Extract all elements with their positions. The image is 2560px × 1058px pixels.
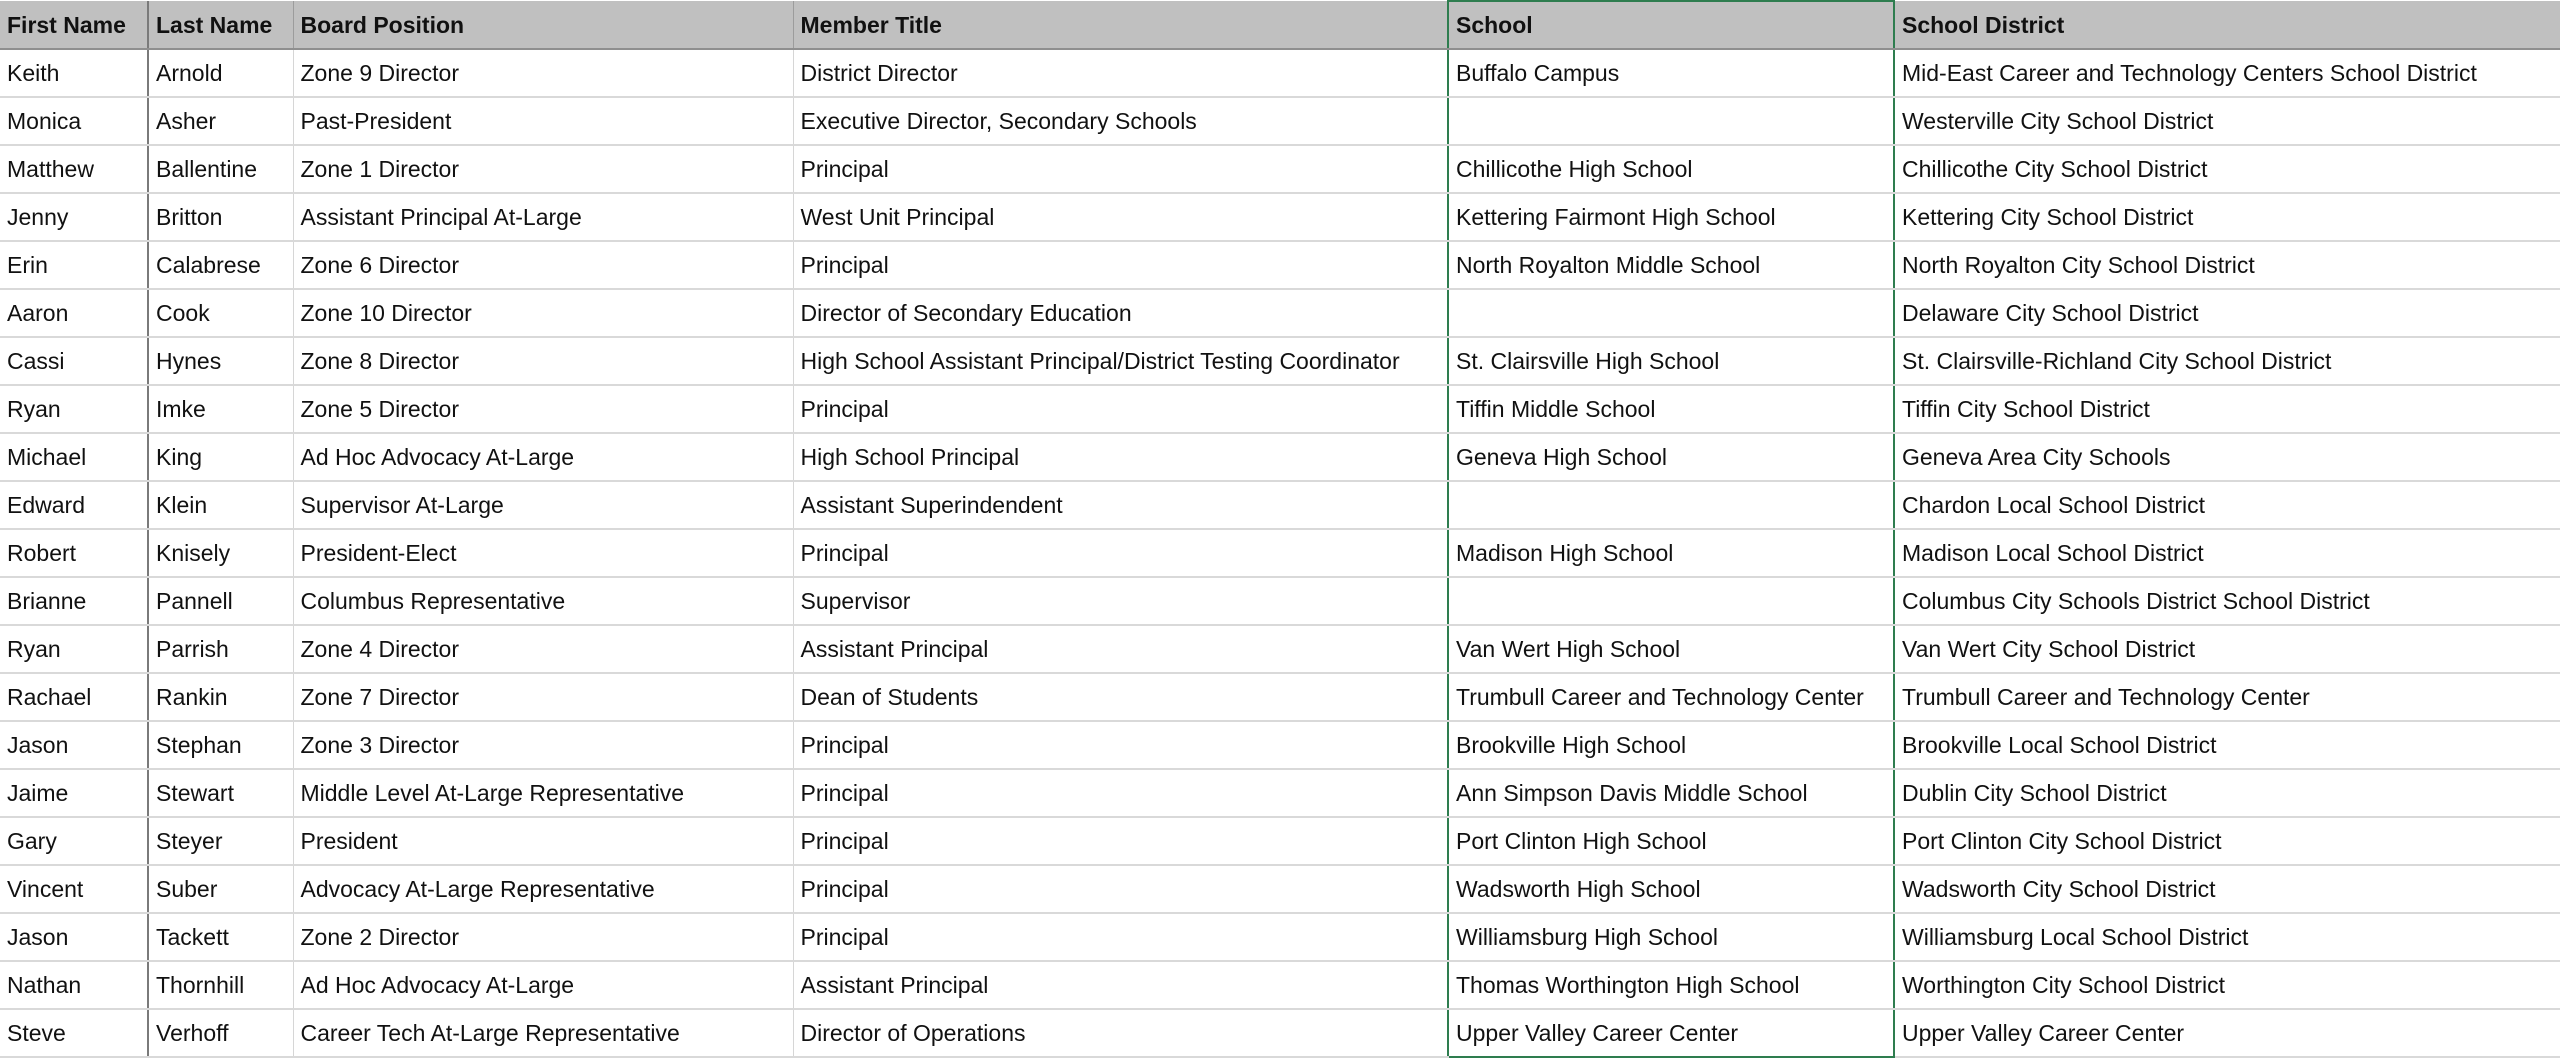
last-name-cell[interactable]: Asher [148,97,293,145]
school-cell[interactable]: Tiffin Middle School [1448,385,1894,433]
table-row [0,289,2560,337]
first-name-cell[interactable]: Edward [0,481,148,529]
table-row [0,721,2560,769]
school-district-cell[interactable]: Westerville City School District [1894,97,2560,145]
table-row [0,913,2560,961]
first-name-cell[interactable]: Jason [0,721,148,769]
board-position-cell[interactable]: Zone 3 Director [293,721,793,769]
first-name-cell[interactable]: Rachael [0,673,148,721]
member-title-cell[interactable]: Principal [793,769,1448,817]
member-title-cell[interactable]: Principal [793,721,1448,769]
member-title-cell[interactable]: West Unit Principal [793,193,1448,241]
first-name-cell[interactable]: Erin [0,241,148,289]
member-title-cell[interactable]: Supervisor [793,577,1448,625]
school-cell[interactable]: Williamsburg High School [1448,913,1894,961]
first-name-cell[interactable]: Monica [0,97,148,145]
school-district-cell[interactable]: Chardon Local School District [1894,481,2560,529]
board-position-cell[interactable]: Ad Hoc Advocacy At-Large [293,433,793,481]
board-position-cell[interactable]: Ad Hoc Advocacy At-Large [293,961,793,1009]
board-position-cell[interactable]: Zone 8 Director [293,337,793,385]
table-row [0,385,2560,433]
last-name-cell[interactable]: Imke [148,385,293,433]
school-cell[interactable]: Kettering Fairmont High School [1448,193,1894,241]
last-name-cell[interactable]: Ballentine [148,145,293,193]
school-district-cell[interactable]: Geneva Area City Schools [1894,433,2560,481]
member-title-cell[interactable]: High School Principal [793,433,1448,481]
last-name-cell[interactable]: Steyer [148,817,293,865]
column-header-school[interactable]: School [1448,1,1894,49]
school-cell[interactable]: Port Clinton High School [1448,817,1894,865]
table-row [0,241,2560,289]
member-title-cell[interactable]: Principal [793,145,1448,193]
school-district-cell[interactable]: Tiffin City School District [1894,385,2560,433]
board-position-cell[interactable]: Assistant Principal At-Large [293,193,793,241]
school-district-cell[interactable]: Dublin City School District [1894,769,2560,817]
school-cell[interactable]: Van Wert High School [1448,625,1894,673]
member-title-cell[interactable]: District Director [793,49,1448,97]
first-name-cell[interactable]: Robert [0,529,148,577]
table-row [0,817,2560,865]
last-name-cell[interactable]: Calabrese [148,241,293,289]
school-district-cell[interactable]: Williamsburg Local School District [1894,913,2560,961]
board-position-cell[interactable]: Supervisor At-Large [293,481,793,529]
member-title-cell[interactable]: Principal [793,241,1448,289]
table-row [0,529,2560,577]
column-header-member-title[interactable]: Member Title [793,1,1448,49]
school-district-cell[interactable]: Chillicothe City School District [1894,145,2560,193]
school-district-cell[interactable]: Madison Local School District [1894,529,2560,577]
member-title-cell[interactable]: Principal [793,817,1448,865]
board-position-cell[interactable]: Zone 2 Director [293,913,793,961]
table-body [0,49,2560,1057]
table-row [0,625,2560,673]
first-name-cell[interactable]: Ryan [0,625,148,673]
school-cell[interactable]: Thomas Worthington High School [1448,961,1894,1009]
first-name-cell[interactable]: Matthew [0,145,148,193]
table-row [0,337,2560,385]
board-position-cell[interactable]: Columbus Representative [293,577,793,625]
school-district-cell[interactable]: Kettering City School District [1894,193,2560,241]
board-position-cell[interactable]: Zone 1 Director [293,145,793,193]
school-cell[interactable]: North Royalton Middle School [1448,241,1894,289]
board-position-cell[interactable]: Past-President [293,97,793,145]
school-district-cell[interactable]: Van Wert City School District [1894,625,2560,673]
board-position-cell[interactable]: President [293,817,793,865]
column-header-last-name[interactable]: Last Name [148,1,293,49]
first-name-cell[interactable]: Jenny [0,193,148,241]
first-name-cell[interactable]: Ryan [0,385,148,433]
first-name-cell[interactable]: Gary [0,817,148,865]
school-cell[interactable]: Ann Simpson Davis Middle School [1448,769,1894,817]
school-district-cell[interactable]: North Royalton City School District [1894,241,2560,289]
table-row [0,769,2560,817]
first-name-cell[interactable]: Vincent [0,865,148,913]
table-row [0,481,2560,529]
last-name-cell[interactable]: Verhoff [148,1009,293,1057]
table-row [0,193,2560,241]
board-position-cell[interactable]: Middle Level At-Large Representative [293,769,793,817]
last-name-cell[interactable]: King [148,433,293,481]
board-position-cell[interactable]: Zone 9 Director [293,49,793,97]
last-name-cell[interactable]: Knisely [148,529,293,577]
last-name-cell[interactable]: Pannell [148,577,293,625]
board-position-cell[interactable]: Zone 6 Director [293,241,793,289]
member-title-cell[interactable]: Assistant Superindendent [793,481,1448,529]
member-title-cell[interactable]: Principal [793,385,1448,433]
table-row [0,865,2560,913]
school-cell[interactable]: Geneva High School [1448,433,1894,481]
school-district-cell[interactable]: Mid-East Career and Technology Centers School District [1894,49,2560,97]
last-name-cell[interactable]: Stephan [148,721,293,769]
last-name-cell[interactable]: Britton [148,193,293,241]
column-header-first-name[interactable]: First Name [0,1,148,49]
first-name-cell[interactable]: Michael [0,433,148,481]
school-cell[interactable]: Buffalo Campus [1448,49,1894,97]
school-cell[interactable]: Upper Valley Career Center [1448,1009,1894,1057]
school-cell[interactable]: Trumbull Career and Technology Center [1448,673,1894,721]
member-title-cell[interactable]: Principal [793,913,1448,961]
school-cell[interactable]: Wadsworth High School [1448,865,1894,913]
member-title-cell[interactable]: Executive Director, Secondary Schools [793,97,1448,145]
board-position-cell[interactable]: Zone 10 Director [293,289,793,337]
first-name-cell[interactable]: Steve [0,1009,148,1057]
table-row [0,49,2560,97]
school-cell[interactable]: Chillicothe High School [1448,145,1894,193]
school-district-cell[interactable]: St. Clairsville-Richland City School District [1894,337,2560,385]
school-cell[interactable] [1448,481,1894,529]
column-header-board-position[interactable]: Board Position [293,1,793,49]
table-row [0,673,2560,721]
table-row [0,433,2560,481]
member-title-cell[interactable]: Dean of Students [793,673,1448,721]
last-name-cell[interactable]: Stewart [148,769,293,817]
member-title-cell[interactable]: Principal [793,529,1448,577]
table-row [0,961,2560,1009]
board-position-cell[interactable]: President-Elect [293,529,793,577]
last-name-cell[interactable]: Cook [148,289,293,337]
last-name-cell[interactable]: Thornhill [148,961,293,1009]
member-title-cell[interactable]: Assistant Principal [793,625,1448,673]
table-row [0,1009,2560,1057]
board-position-cell[interactable]: Zone 4 Director [293,625,793,673]
board-position-cell[interactable]: Zone 5 Director [293,385,793,433]
header-row [0,1,2560,49]
school-district-cell[interactable]: Worthington City School District [1894,961,2560,1009]
first-name-cell[interactable]: Jaime [0,769,148,817]
school-district-cell[interactable]: Columbus City Schools District School District [1894,577,2560,625]
table-row [0,97,2560,145]
member-title-cell[interactable]: Assistant Principal [793,961,1448,1009]
first-name-cell[interactable]: Aaron [0,289,148,337]
school-cell[interactable] [1448,289,1894,337]
school-district-cell[interactable]: Brookville Local School District [1894,721,2560,769]
last-name-cell[interactable]: Rankin [148,673,293,721]
first-name-cell[interactable]: Jason [0,913,148,961]
member-title-cell[interactable]: Director of Operations [793,1009,1448,1057]
school-district-cell[interactable]: Delaware City School District [1894,289,2560,337]
last-name-cell[interactable]: Parrish [148,625,293,673]
school-district-cell[interactable]: Port Clinton City School District [1894,817,2560,865]
first-name-cell[interactable]: Nathan [0,961,148,1009]
last-name-cell[interactable]: Hynes [148,337,293,385]
school-cell[interactable]: Brookville High School [1448,721,1894,769]
last-name-cell[interactable]: Klein [148,481,293,529]
last-name-cell[interactable]: Tackett [148,913,293,961]
member-title-cell[interactable]: Director of Secondary Education [793,289,1448,337]
school-cell[interactable]: St. Clairsville High School [1448,337,1894,385]
school-district-cell[interactable]: Wadsworth City School District [1894,865,2560,913]
board-position-cell[interactable]: Advocacy At-Large Representative [293,865,793,913]
school-cell[interactable] [1448,97,1894,145]
member-title-cell[interactable]: High School Assistant Principal/District Testing Coordinator [793,337,1448,385]
first-name-cell[interactable]: Keith [0,49,148,97]
school-district-cell[interactable]: Trumbull Career and Technology Center [1894,673,2560,721]
first-name-cell[interactable]: Brianne [0,577,148,625]
column-header-school-district[interactable]: School District [1894,1,2560,49]
table-row [0,577,2560,625]
table-row [0,145,2560,193]
school-cell[interactable] [1448,577,1894,625]
first-name-cell[interactable]: Cassi [0,337,148,385]
last-name-cell[interactable]: Arnold [148,49,293,97]
member-title-cell[interactable]: Principal [793,865,1448,913]
board-position-cell[interactable]: Career Tech At-Large Representative [293,1009,793,1057]
board-position-cell[interactable]: Zone 7 Director [293,673,793,721]
school-district-cell[interactable]: Upper Valley Career Center [1894,1009,2560,1057]
school-cell[interactable]: Madison High School [1448,529,1894,577]
last-name-cell[interactable]: Suber [148,865,293,913]
